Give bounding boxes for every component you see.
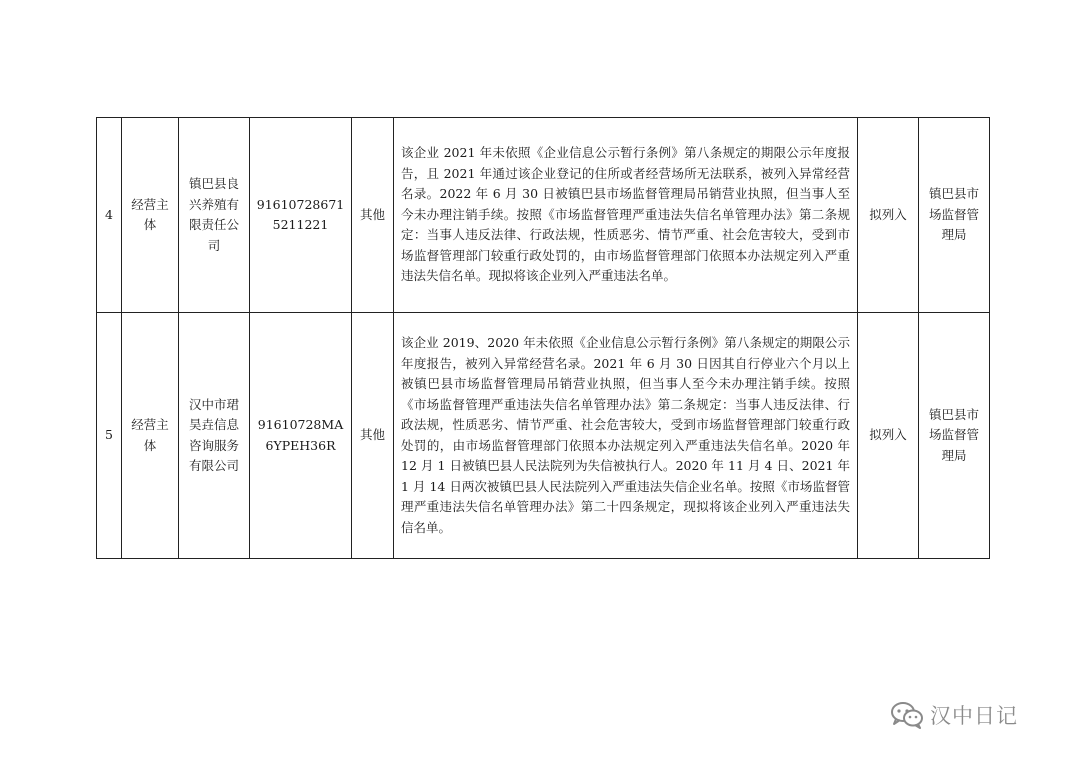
credit-code: 91610728MA6YPEH36R: [250, 313, 352, 559]
company-name: 镇巴县良兴养殖有限责任公司: [179, 118, 250, 313]
table-row: [97, 118, 990, 313]
watermark: [890, 700, 1018, 730]
watermark-text: 汉中日记: [930, 704, 1018, 728]
company-name: 汉中市珺昊垚信息咨询服务有限公司: [179, 313, 250, 559]
subject-type: 经营主体: [122, 313, 179, 559]
violation-description: 该企业 2019、2020 年未依照《企业信息公示暂行条例》第八条规定的期限公示年度报告，被列入异常经营名录。2021 年 6 月 30 日因其自行停业六个月以上被镇巴县市场监督管理局吊销营业执照，但当事人至今未办理注销手续。按照《市场监督管理严重违法失信名单管理办法》第二条规定：当事人违反法律、行政法规，性质恶劣、情节严重、社会危害较大，受到市场监督管理部门较重行政处罚的，由市场监督管理部门依照本办法规定列入严重违法失信名单。2020 年 12 月 1 日被镇巴县人民法院列为失信被执行人。2020 年 11 月 4 日、2021 年 1 月 14 日两次被镇巴县人民法院列入严重违法失信企业名单。按照《市场监督管理严重违法失信名单管理办法》第二十四条规定，现拟将该企业列入严重违法失信名单。: [394, 313, 858, 559]
category: 其他: [352, 313, 394, 559]
table-row: [97, 313, 990, 559]
subject-type: 经营主体: [122, 118, 179, 313]
violation-description: 该企业 2021 年未依照《企业信息公示暂行条例》第八条规定的期限公示年度报告，且 2021 年通过该企业登记的住所或者经营场所无法联系，被列入异常经营名录。2022 年 6 月 30 日被镇巴县市场监督管理局吊销营业执照，但当事人至今未办理注销手续。按照《市场监督管理严重违法失信名单管理办法》第二条规定：当事人违反法律、行政法规，性质恶劣、情节严重、社会危害较大，受到市场监督管理部门较重行政处罚的，由市场监督管理部门依照本办法规定列入严重违法失信名单。现拟将该企业列入严重违法名单。: [394, 118, 858, 313]
authority: 镇巴县市场监督管理局: [919, 118, 990, 313]
listing-table: [96, 117, 990, 559]
wechat-icon: [890, 701, 924, 729]
proposed-action: 拟列入: [858, 118, 919, 313]
authority: 镇巴县市场监督管理局: [919, 313, 990, 559]
row-number: 4: [97, 118, 122, 313]
category: 其他: [352, 118, 394, 313]
credit-code: 916107286715211221: [250, 118, 352, 313]
row-number: 5: [97, 313, 122, 559]
proposed-action: 拟列入: [858, 313, 919, 559]
